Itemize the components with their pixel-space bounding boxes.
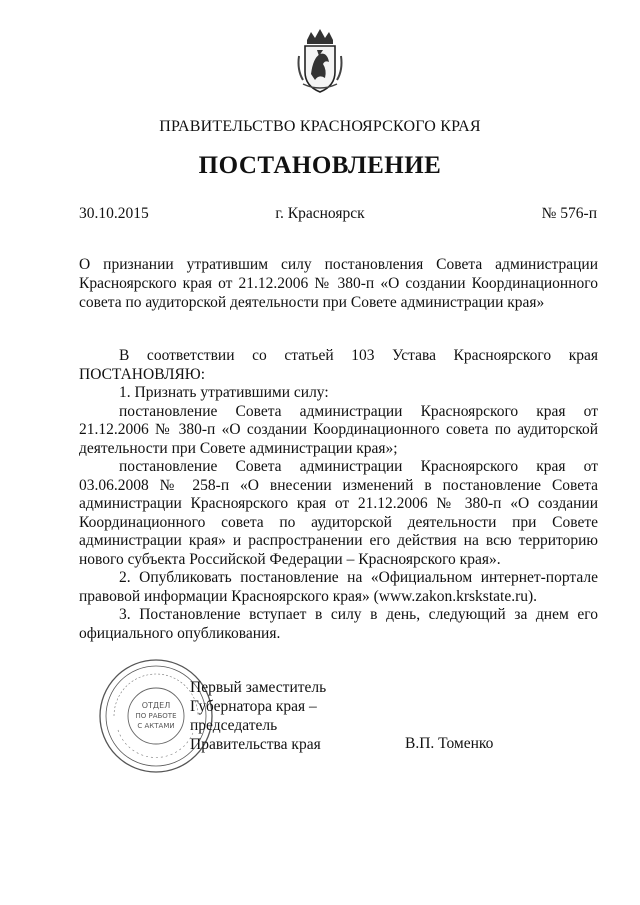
document-city: г. Красноярск xyxy=(275,205,365,222)
signer-name: В.П. Томенко xyxy=(405,735,494,752)
document-body xyxy=(79,347,598,643)
signer-block xyxy=(190,678,326,754)
signer-line-1: Первый заместитель xyxy=(190,679,327,696)
document-type: ПОСТАНОВЛЕНИЕ xyxy=(198,152,442,179)
item-1: 1. Признать утратившими силу: xyxy=(119,384,329,401)
document-number: № 576-п xyxy=(541,205,597,222)
organization-name: ПРАВИТЕЛЬСТВО КРАСНОЯРСКОГО КРАЯ xyxy=(159,118,481,135)
item-1-a: постановление Совета администрации Красноярского края от 21.12.2006 № 380-п «О создании Координационного совета по аудиторской деятельности при Совете администрации края»; xyxy=(79,402,598,457)
document-date: 30.10.2015 xyxy=(79,205,149,222)
decree-word: ПОСТАНОВЛЯЮ: xyxy=(79,365,206,383)
signer-line-2: Губернатора края – xyxy=(190,698,317,715)
signer-line-3: председатель xyxy=(190,717,278,734)
signer-line-4: Правительства края xyxy=(190,736,321,753)
document-title: О признании утратившим силу постановления Совета администрации Красноярского края от 21.12.2006 № 380-п «О создании Координационного совета по аудиторской деятельности при Совете администрации края» xyxy=(79,256,598,311)
item-2: 2. Опубликовать постановление на «Официальном интернет-портале правовой информации Красноярского края» (www.zakon.krskstate.ru). xyxy=(79,569,598,605)
item-1-b: постановление Совета администрации Красноярского края от 03.06.2008 № 258-п «О внесении изменений в постановление Совета администрации Красноярского края от 21.12.2006 № 380-п «О создании Координационного совета по аудиторской деятельности при Совете администрации края» и распространении его действия на всю территорию нового субъекта Российской Федерации – Красноярского края». xyxy=(79,458,598,568)
item-3: 3. Постановление вступает в силу в день, следующий за днем его официального опубликования. xyxy=(79,606,598,642)
preamble-paragraph: В соответствии со статьей 103 Устава Красноярского края xyxy=(119,347,598,364)
stamp-line-2: ПО РАБОТЕ xyxy=(135,712,177,720)
stamp-line-3: С АКТАМИ xyxy=(137,722,175,730)
coat-of-arms-emblem xyxy=(295,26,345,94)
stamp-line-1: ОТДЕЛ xyxy=(141,701,171,710)
